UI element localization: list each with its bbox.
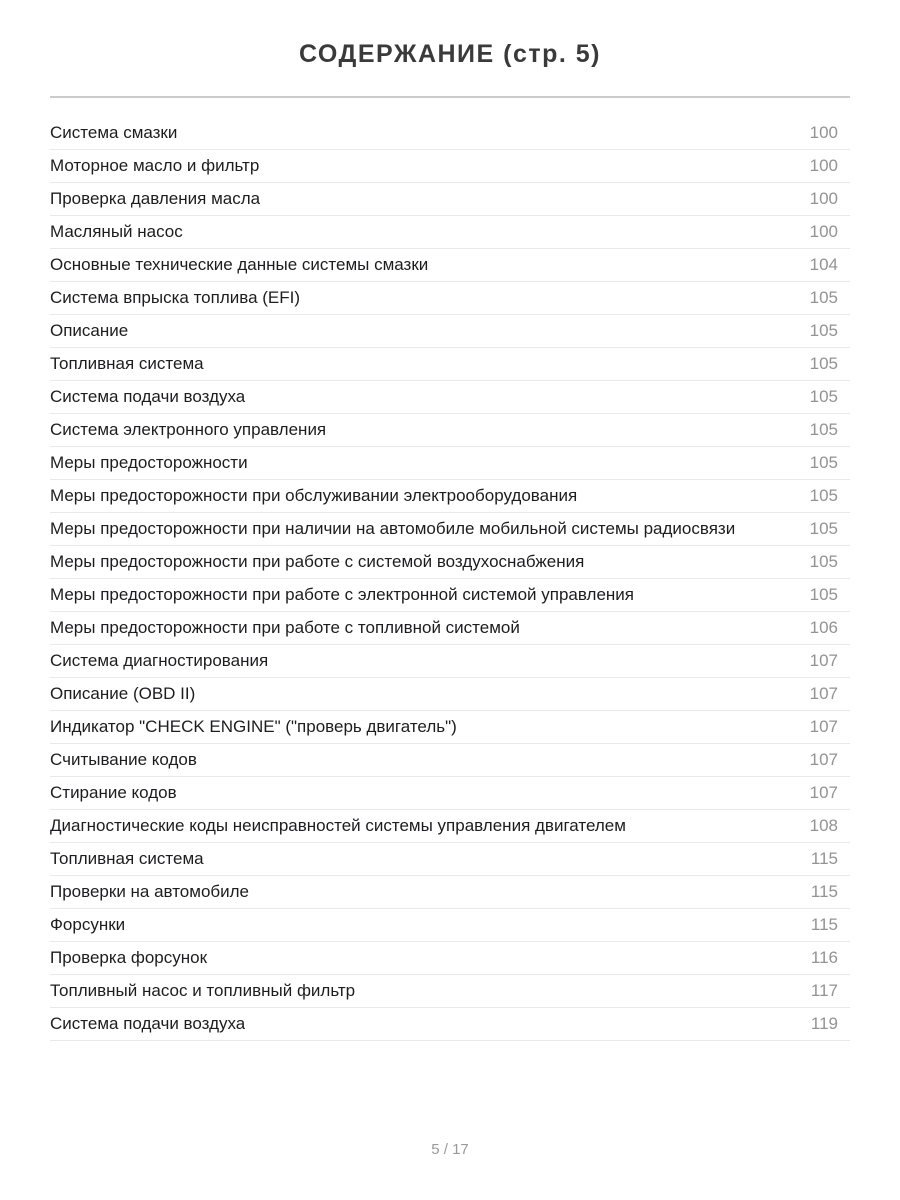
toc-entry-label: Меры предосторожности при работе с системой воздухоснабжения (50, 552, 585, 571)
toc-entry-label: Считывание кодов (50, 750, 197, 769)
toc-entry-page: 105 (809, 354, 838, 373)
toc-entry-label: Система подачи воздуха (50, 387, 246, 406)
toc-entry-label: Меры предосторожности при работе с топливной системой (50, 618, 520, 637)
toc-entry-page: 107 (809, 717, 838, 736)
toc-entry-label: Описание (50, 321, 129, 340)
toc-entry[interactable] (50, 843, 850, 876)
toc-entry-page: 115 (810, 849, 838, 868)
toc-entry-page: 100 (809, 156, 838, 175)
toc-entry[interactable] (50, 480, 850, 513)
toc-entry-label: Проверка форсунок (50, 948, 208, 967)
toc-entry-label: Меры предосторожности при работе с электронной системой управления (50, 585, 634, 604)
toc-entry-page: 105 (809, 519, 838, 538)
toc-entry-page: 105 (809, 453, 838, 472)
toc-entry[interactable] (50, 150, 850, 183)
toc-entry-page: 104 (809, 255, 838, 274)
toc-entry-label: Топливный насос и топливный фильтр (50, 981, 356, 1000)
toc-entry[interactable] (50, 711, 850, 744)
toc-entry-label: Проверки на автомобиле (50, 882, 250, 901)
toc-entry-label: Топливная система (50, 354, 204, 373)
toc-entry-page: 105 (809, 288, 838, 307)
toc-entry[interactable] (50, 810, 850, 843)
toc-entry[interactable] (50, 447, 850, 480)
toc-entry-page: 107 (809, 651, 838, 670)
toc-entry[interactable] (50, 876, 850, 909)
toc-entry-label: Меры предосторожности при обслуживании электрооборудования (50, 486, 578, 505)
toc-entry-label: Описание (OBD II) (50, 684, 196, 703)
toc-entry[interactable] (50, 348, 850, 381)
toc-entry[interactable] (50, 315, 850, 348)
toc-entry-page: 116 (810, 948, 838, 967)
toc-entry-label: Система впрыска топлива (EFI) (50, 288, 301, 307)
toc-entry-page: 105 (809, 552, 838, 571)
toc-entry-label: Проверка давления масла (50, 189, 261, 208)
toc-entry-label: Система электронного управления (50, 420, 327, 439)
toc-entry-page: 100 (809, 123, 838, 142)
toc-entry-label: Система диагностирования (50, 651, 269, 670)
toc-entry-page: 115 (810, 915, 838, 934)
page-indicator: 5 / 17 (431, 1141, 469, 1158)
toc-list (0, 98, 900, 1041)
toc-entry-label: Диагностические коды неисправностей системы управления двигателем (50, 816, 626, 835)
toc-entry-label: Форсунки (50, 915, 126, 934)
toc-entry-page: 100 (809, 189, 838, 208)
toc-entry[interactable] (50, 678, 850, 711)
toc-entry-page: 107 (809, 783, 838, 802)
toc-entry[interactable] (50, 744, 850, 777)
toc-entry-page: 115 (810, 882, 838, 901)
toc-entry[interactable] (50, 942, 850, 975)
toc-entry-label: Меры предосторожности при наличии на автомобиле мобильной системы радиосвязи (50, 519, 736, 538)
toc-entry-label: Меры предосторожности (50, 453, 248, 472)
toc-entry[interactable] (50, 546, 850, 579)
toc-entry-label: Масляный насос (50, 222, 183, 241)
toc-entry[interactable] (50, 216, 850, 249)
toc-entry[interactable] (50, 117, 850, 150)
toc-entry-page: 100 (809, 222, 838, 241)
toc-entry-label: Топливная система (50, 849, 204, 868)
toc-entry-label: Стирание кодов (50, 783, 177, 802)
toc-entry-label: Система подачи воздуха (50, 1014, 246, 1033)
toc-entry[interactable] (50, 612, 850, 645)
toc-entry-page: 105 (809, 585, 838, 604)
toc-entry-label: Индикатор "CHECK ENGINE" ("проверь двигатель") (50, 717, 457, 736)
toc-entry[interactable] (50, 249, 850, 282)
toc-entry[interactable] (50, 777, 850, 810)
toc-entry[interactable] (50, 975, 850, 1008)
toc-entry-page: 105 (809, 321, 838, 340)
toc-entry-page: 108 (809, 816, 838, 835)
toc-entry-page: 117 (810, 981, 838, 1000)
toc-entry-page: 105 (809, 420, 838, 439)
toc-entry[interactable] (50, 414, 850, 447)
toc-entry-page: 107 (809, 684, 838, 703)
toc-entry[interactable] (50, 381, 850, 414)
toc-entry-page: 105 (809, 486, 838, 505)
toc-entry[interactable] (50, 909, 850, 942)
toc-entry-label: Система смазки (50, 123, 178, 142)
toc-entry-label: Основные технические данные системы смазки (50, 255, 429, 274)
toc-entry[interactable] (50, 282, 850, 315)
toc-entry-page: 107 (809, 750, 838, 769)
toc-entry[interactable] (50, 1008, 850, 1041)
toc-entry-page: 119 (810, 1014, 838, 1033)
toc-entry[interactable] (50, 183, 850, 216)
toc-entry-page: 105 (809, 387, 838, 406)
toc-entry-label: Моторное масло и фильтр (50, 156, 260, 175)
toc-entry-page: 106 (809, 618, 838, 637)
toc-entry[interactable] (50, 513, 850, 546)
page-title: СОДЕРЖАНИЕ (стр. 5) (298, 40, 602, 68)
toc-entry[interactable] (50, 645, 850, 678)
toc-entry[interactable] (50, 579, 850, 612)
